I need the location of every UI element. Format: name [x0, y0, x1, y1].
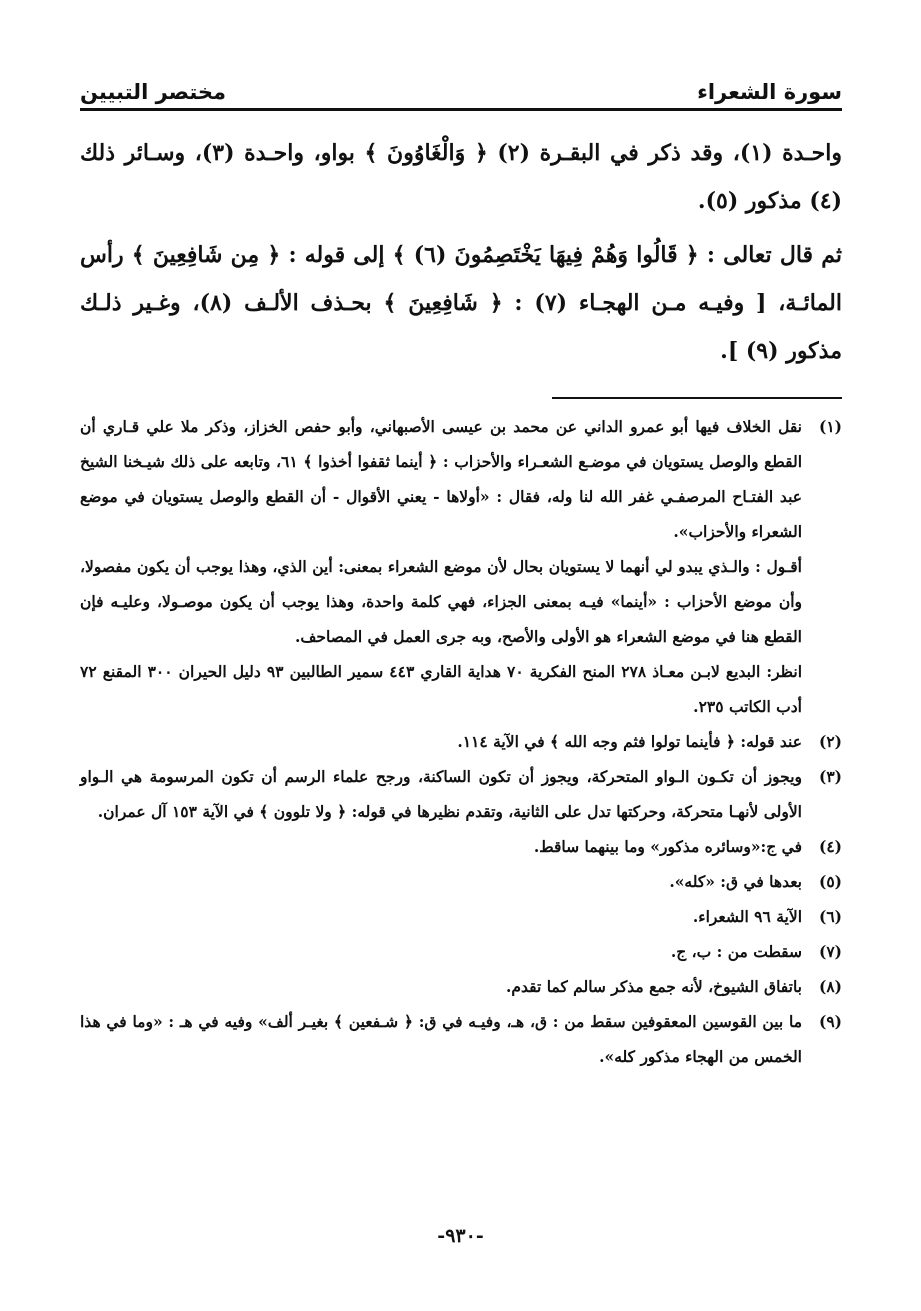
footnote-number: (٦) [818, 907, 842, 926]
footnote-number: (٩) [818, 1012, 842, 1031]
running-header [80, 80, 842, 111]
footnote-paragraph: بعدها في ق: «كله». [669, 872, 802, 891]
footnote-number: (٥) [818, 872, 842, 891]
main-paragraph-1: واحـدة (١)، وقد ذكر في البقـرة (٢) ﴿ وَالْغَاوُونَ ﴾ بواو، واحـدة (٣)، وسـائر ذلك (٤) مذكور (٥). [80, 140, 842, 214]
footnote-paragraph: انظر: البديع لابـن معـاذ ٢٧٨ المنح الفكرية ٧٠ هداية القاري ٤٤٣ سمير الطالبين ٩٣ دليل الحيران ٣٠٠ المقنع ٧٢ أدب الكاتب ٢٣٥. [80, 662, 802, 716]
page-number: -٩٣٠- [437, 1225, 484, 1247]
footnote-body [80, 899, 802, 934]
footnote-item [80, 934, 842, 969]
footnote-item [80, 829, 842, 864]
footnote-body [80, 409, 802, 724]
book-page [80, 80, 842, 1074]
footnote-paragraph: عند قوله: ﴿ فأينما تولوا فثم وجه الله ﴾ في الآية ١١٤. [457, 732, 802, 751]
footnote-paragraph: نقل الخلاف فيها أبو عمرو الداني عن محمد بن عيسى الأصبهاني، وأبو حفص الخزاز، وذكر ملا علي قـاري أن القطع والوصل يستويان في موضـع الشعـراء والأحزاب : ﴿ أينما ثقفوا أخذوا ﴾ ٦١، وتابعه على ذلك شيـخنا الشيخ عبد الفتـاح المرصفـي غفر الله لنا وله، فقال : «أولاها - يعني الأقوال - أن القطع والوصل يستويان في موضع الشعراء والأحزاب». [80, 417, 802, 541]
surah-title: سورة الشعراء [697, 80, 842, 104]
footnote-item [80, 409, 842, 724]
footnote-paragraph: ويجوز أن تكـون الـواو المتحركة، ويجوز أن تكون الساكنة، ورجح علماء الرسم أن تكون المرسومة هي الـواو الأولى لأنهـا متحركة، وحركتها تدل على الثانية، وتقدم نظيرها في قوله: ﴿ ولا تلوون ﴾ في الآية ١٥٣ آل عمران. [80, 767, 802, 821]
footnote-body [80, 1004, 802, 1074]
main-paragraph-2: ثم قال تعالى : ﴿ قَالُوا وَهُمْ فِيهَا يَخْتَصِمُونَ (٦) ﴾ إلى قوله : ﴿ مِن شَافِعِينَ ﴾ رأس المائـة، [ وفيـه مـن الهجـاء (٧) : ﴿ شَافِعِينَ ﴾ بحـذف الألـف (٨)، وغـير ذلـك مذكور (٩) ]. [80, 242, 842, 364]
footnote-body [80, 969, 802, 1004]
footnote-body [80, 759, 802, 829]
book-title: مختصر التبيين [80, 80, 227, 104]
footnote-number: (١) [818, 417, 842, 436]
footnote-item [80, 864, 842, 899]
footnote-item [80, 1004, 842, 1074]
footnote-item [80, 759, 842, 829]
footnote-paragraph: الآية ٩٦ الشعراء. [692, 907, 802, 926]
footnote-number: (٣) [818, 767, 842, 786]
footnote-paragraph: أقـول : والـذي يبدو لي أنهما لا يستويان بحال لأن موضع الشعراء بمعنى: أين الذي، وهذا يوجب أن يكون مفصولا، وأن موضع الأحزاب : «أينما» فيـه بمعنى الجزاء، فهي كلمة واحدة، وهذا يوجب أن يكون موصـولا، وعليـه فإن القطع هنا في موضع الشعراء هو الأولى والأصح، وبه جرى العمل في المصاحف. [80, 557, 802, 646]
footnote-paragraph: باتفاق الشيوخ، لأنه جمع مذكر سالم كما تقدم. [506, 977, 802, 996]
footnote-paragraph: سقطت من : ب، ج. [670, 942, 802, 961]
footnote-paragraph: ما بين القوسين المعقوفين سقط من : ق، هـ، وفيـه في ق: ﴿ شـفعين ﴾ بغيـر ألف» وفيه في هـ : «وما في هذا الخمس من الهجاء مذكور كله». [80, 1012, 802, 1066]
footnote-number: (٤) [818, 837, 842, 856]
footnote-item [80, 899, 842, 934]
footnote-number: (٨) [818, 977, 842, 996]
footnote-item [80, 969, 842, 1004]
footnote-body [80, 829, 802, 864]
footnote-body [80, 934, 802, 969]
footnote-item [80, 724, 842, 759]
footnote-separator [552, 397, 842, 399]
footnote-number: (٢) [818, 732, 842, 751]
main-text [80, 129, 842, 375]
footnotes [80, 409, 842, 1074]
footnote-body [80, 724, 802, 759]
footnote-paragraph: في ج:«وسائره مذكور» وما بينهما ساقط. [533, 837, 802, 856]
footnote-number: (٧) [818, 942, 842, 961]
footnote-body [80, 864, 802, 899]
